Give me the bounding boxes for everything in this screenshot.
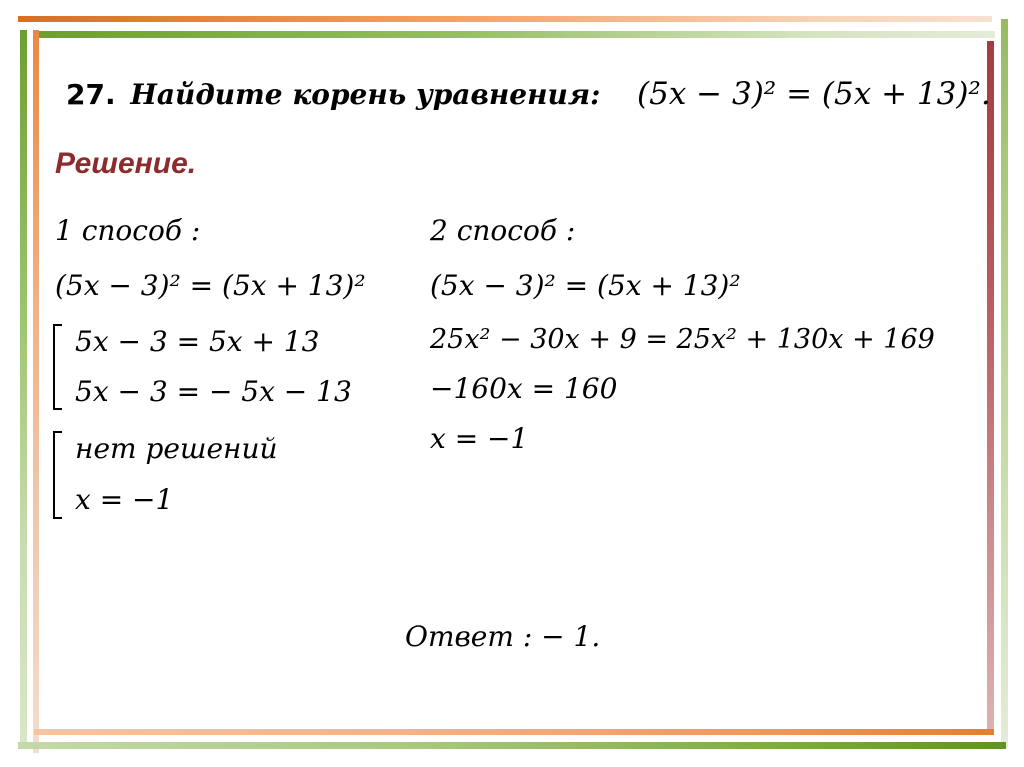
- method-2-root: x = −1: [430, 422, 529, 455]
- problem-number: 27.: [66, 78, 116, 111]
- method-1-result-no-solution: нет решений: [75, 432, 278, 465]
- problem-equation: (5x − 3)² = (5x + 13)².: [637, 76, 991, 112]
- left-green-border: [20, 30, 27, 748]
- bottom-green-border: [18, 742, 1006, 749]
- problem-title: [66, 75, 600, 115]
- solution-heading: Решение.: [55, 147, 197, 180]
- method-2-equation: (5x − 3)² = (5x + 13)²: [430, 269, 741, 302]
- left-orange-border: [33, 30, 39, 753]
- bottom-orange-border: [34, 729, 994, 735]
- method-2-simplified-equation: −160x = 160: [430, 372, 618, 405]
- method-1-result-root: x = −1: [75, 483, 174, 516]
- top-green-border: [33, 31, 995, 38]
- method-1-result-bracket: [53, 431, 62, 519]
- final-answer: Ответ : − 1.: [405, 620, 601, 653]
- right-red-border: [987, 41, 994, 729]
- method-2-expanded-equation: 25x² − 30x + 9 = 25x² + 130x + 169: [430, 324, 935, 355]
- method-1-case-1: 5x − 3 = 5x + 13: [75, 325, 320, 358]
- right-green-border: [1001, 19, 1008, 748]
- method-2-heading: 2 способ :: [430, 214, 576, 247]
- method-1-heading: 1 способ :: [55, 214, 201, 247]
- top-orange-border: [18, 16, 992, 22]
- method-1-case-bracket: [53, 324, 62, 410]
- problem-text: Найдите корень уравнения:: [130, 78, 601, 111]
- method-1-case-2: 5x − 3 = − 5x − 13: [75, 375, 352, 408]
- method-1-equation: (5x − 3)² = (5x + 13)²: [55, 269, 366, 302]
